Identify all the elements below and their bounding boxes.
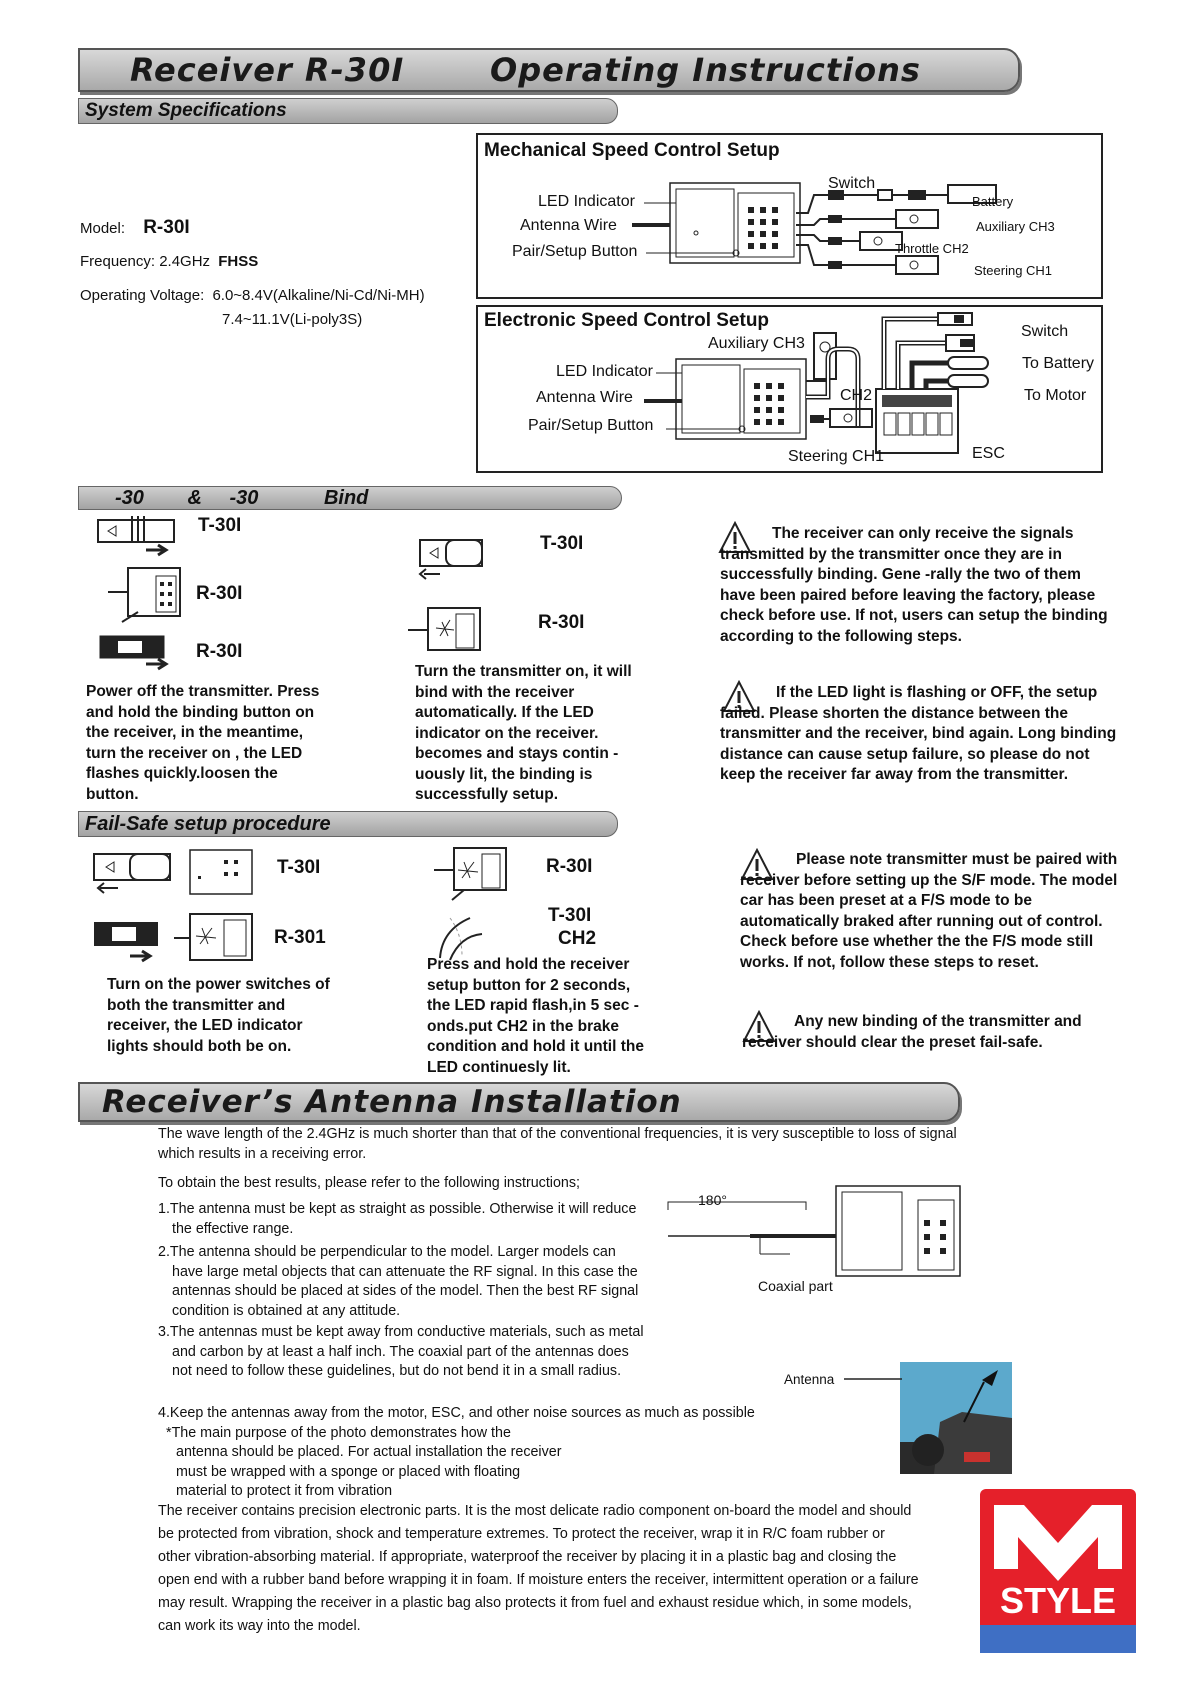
- model-label: Model:: [80, 220, 126, 237]
- failsafe-warning-1: Please note transmitter must be paired with receiver before setting up the S/F mode. The model car has been preset at a F/S mode to be automatically braked after running out of control. Check before use whether the the F/S mode still works. If not, follow these steps to reset.: [740, 851, 1118, 971]
- mech-aux-label: Auxiliary CH3: [976, 219, 1055, 234]
- bind-title-amp: &: [187, 487, 202, 509]
- bind-warning-1: The receiver can only receive the signals transmitted by the transmitter once they are in successfully binding. Gene -rally the two of them have been paired before leaving the factory, please check before use. If not, users can setup the binding according to the following steps.: [720, 525, 1108, 645]
- bind-rx-label-1: R-30I: [196, 583, 243, 604]
- antenna-item-2: 2.The antenna should be perpendicular to the model. Larger models can have large metal objects that can attenuate the RF signal. In this case the antennas should be placed at sides of the model. Then the best RF signal condition is obtained at any attitude.: [158, 1244, 639, 1319]
- failsafe-tx-label-2: T-30I: [548, 905, 592, 926]
- voltage-note: (Alkaline/Ni-Cd/Ni-MH): [272, 287, 425, 304]
- failsafe-rx-label-1: R-301: [274, 927, 326, 948]
- voltage-label: Operating Voltage:: [80, 287, 205, 304]
- mechanical-title: Mechanical Speed Control Setup: [484, 140, 780, 161]
- failsafe-tx-label-1: T-30I: [277, 857, 321, 878]
- mech-antenna-label: Antenna Wire: [520, 217, 617, 234]
- mech-throttle-label: Throttle CH2: [895, 241, 969, 256]
- bind-title-a: -30: [115, 487, 144, 509]
- antenna-banner: [78, 1082, 960, 1122]
- antenna-note: *The main purpose of the photo demonstrates how the antenna should be placed. For actual installation the receiver must be wrapped with a sponge or placed with floating material to protect it from vibration: [166, 1425, 562, 1499]
- failsafe-step-2: Press and hold the receiver setup button for 2 seconds, the LED rapid flash,in 5 sec -onds.put CH2 in the brake condition and hold it until the LED continuesly lit.: [427, 956, 644, 1076]
- antenna-item-4: 4.Keep the antennas away from the motor, ESC, and other noise sources as much as possible: [158, 1405, 755, 1421]
- bind-title-b: -30: [229, 487, 259, 509]
- bind-banner: [78, 486, 622, 510]
- bind-title-word: Bind: [323, 487, 369, 509]
- system-specs-title: System Specifications: [85, 100, 287, 121]
- esc-motor-label: To Motor: [1024, 387, 1087, 404]
- title-receiver: Receiver R-30I: [130, 51, 405, 89]
- bind-rx-label-3: R-30I: [538, 612, 585, 633]
- bind-tx-label-1: T-30I: [198, 515, 242, 536]
- antenna-angle-label: 180°: [698, 1192, 727, 1208]
- esc-steering-label: Steering CH1: [788, 448, 885, 465]
- esc-pair-label: Pair/Setup Button: [528, 417, 654, 434]
- electronic-setup-box: [476, 305, 1103, 473]
- title-operating: Operating Instructions: [490, 51, 921, 89]
- antenna-closing: The receiver contains precision electronic parts. It is the most delicate radio component on-board the model and should be protected from vibration, shock and temperature extremes. To protect the receiver, wrap it in R/C foam rubber or other vibration-absorbing material. If appropriate, waterproof the receiver by placing it in a plastic bag and closing the open end with a rubber band before wrapping it in foam. If moisture enters the receiver, intermittent operation or a failure may result. Wrapping the receiver in a plastic bag also protects it from fuel and exhaust residue which, in some models, can work its way into the model.: [158, 1503, 919, 1634]
- frequency-row: [80, 253, 258, 270]
- esc-antenna-label: Antenna Wire: [536, 389, 633, 406]
- failsafe-banner: [78, 811, 618, 837]
- bind-rx-label-2: R-30I: [196, 641, 243, 662]
- antenna-intro-1: The wave length of the 2.4GHz is much shorter than that of the conventional frequencies, it is very susceptible to loss of signal which results in a receiving error.: [158, 1126, 957, 1162]
- esc-switch-label: Switch: [1021, 323, 1069, 340]
- antenna-title: Receiver’s Antenna Installation: [102, 1084, 682, 1120]
- antenna-photo-label: Antenna: [784, 1372, 835, 1387]
- electronic-title: Electronic Speed Control Setup: [484, 310, 770, 331]
- mechanical-setup-box: [476, 133, 1103, 299]
- failsafe-warning-2: Any new binding of the transmitter and receiver should clear the preset fail-safe.: [742, 1013, 1082, 1051]
- esc-battery-label: To Battery: [1022, 355, 1095, 372]
- mech-battery-label: Battery: [972, 194, 1014, 209]
- failsafe-step-1: Turn on the power switches of both the transmitter and receiver, the LED indicator lights should both be on.: [107, 976, 330, 1055]
- coaxial-label: Coaxial part: [758, 1278, 833, 1294]
- bind-tx-label-2: T-30I: [540, 533, 584, 554]
- antenna-item-1: 1.The antenna must be kept as straight as possible. Otherwise it will reduce the effective range.: [158, 1201, 637, 1237]
- logo-text: STYLE: [999, 1580, 1117, 1621]
- bind-warning-2: If the LED light is flashing or OFF, the setup failed. Please shorten the distance between the transmitter and the receiver, bind again. Long binding distance can cause setup failure, so please do not keep the receiver far away from the transmitter.: [720, 684, 1117, 783]
- voltage-value: 6.0~8.4V: [212, 287, 273, 304]
- mech-pair-label: Pair/Setup Button: [512, 243, 638, 260]
- esc-ch2-label: CH2: [840, 387, 873, 404]
- model-row: [80, 217, 190, 239]
- mech-led-label: LED Indicator: [538, 193, 635, 210]
- bind-step-1: Power off the transmitter. Press and hold the binding button on the receiver, in the meantime, turn the receiver on , the LED flashes quickly.loosen the button.: [86, 683, 320, 803]
- failsafe-title: Fail-Safe setup procedure: [85, 813, 331, 835]
- mech-switch-label: Switch: [828, 175, 876, 192]
- voltage-row: [80, 287, 425, 304]
- esc-led-label: LED Indicator: [556, 363, 653, 380]
- voltage-row-2: 7.4~11.1V(Li-poly3S): [222, 311, 363, 328]
- bind-step-2: Turn the transmitter on, it will bind with the receiver automatically. If the LED indicator on the receiver. becomes and stays contin -uously lit, the binding is successfully setup.: [415, 663, 632, 803]
- failsafe-rx-label-2: R-30I: [546, 856, 593, 877]
- frequency-label: Frequency: 2.4GHz: [80, 253, 211, 270]
- antenna-intro-2: To obtain the best results, please refer to the following instructions;: [158, 1175, 580, 1191]
- system-specs-banner: [78, 98, 618, 124]
- antenna-pointer: [844, 1377, 904, 1381]
- title-banner: [78, 48, 1020, 92]
- failsafe-ch2-label: CH2: [558, 928, 597, 949]
- antenna-item-3: 3.The antennas must be kept away from conductive materials, such as metal and carbon by at least a half inch. The coaxial part of the antennas does not need to follow these guidelines, but do not bend it in a small radius.: [158, 1324, 644, 1379]
- esc-aux-label: Auxiliary CH3: [708, 335, 805, 352]
- esc-esc-label: ESC: [972, 445, 1005, 462]
- mstyle-logo: [980, 1489, 1136, 1653]
- frequency-value: FHSS: [218, 253, 259, 270]
- mech-steering-label: Steering CH1: [974, 263, 1053, 278]
- model-value: R-30I: [143, 217, 190, 238]
